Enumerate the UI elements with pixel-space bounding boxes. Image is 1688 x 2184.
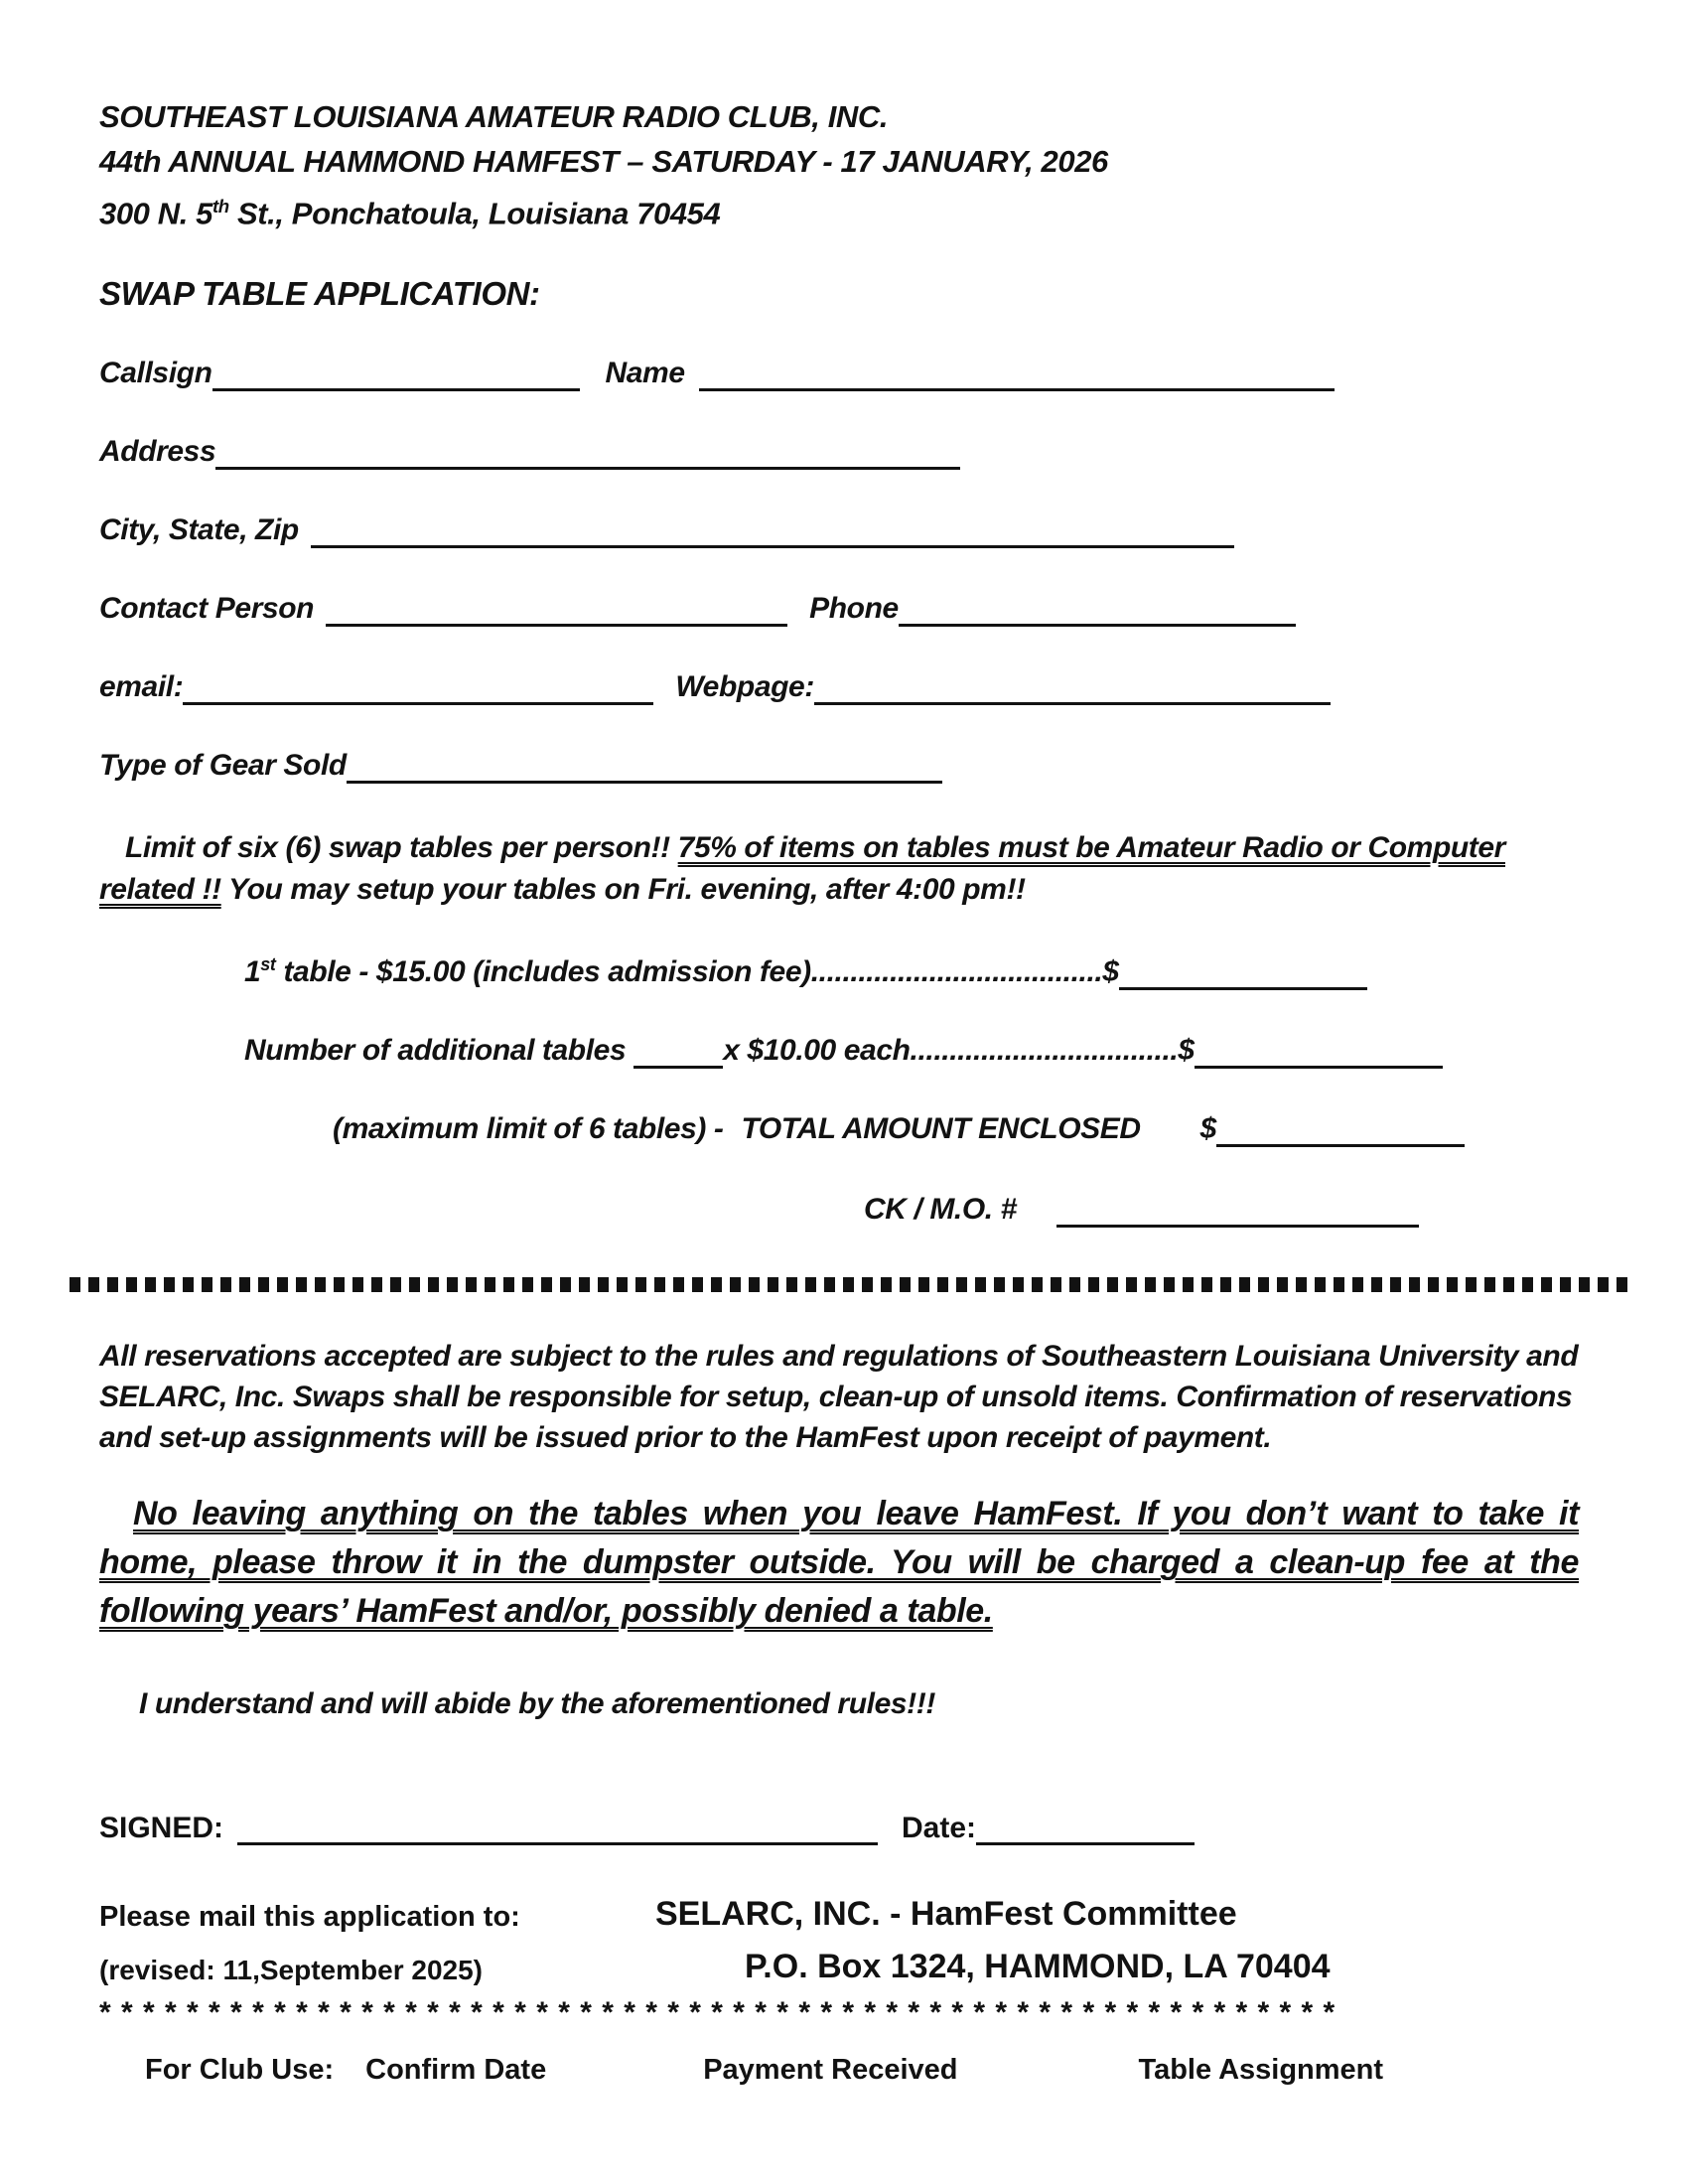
additional-tables-amount-blank (1195, 1030, 1443, 1069)
webpage-blank-line (814, 666, 1331, 705)
letterhead (99, 94, 1579, 235)
address-row (99, 431, 1579, 470)
payment-received-label: Payment Received (703, 2054, 958, 2087)
limit-lead-text: Limit of six (6) swap tables per person!! (125, 831, 678, 865)
city-state-zip-blank-line (311, 510, 1234, 548)
contact-person-label: Contact Person (99, 592, 315, 626)
city-state-zip-row (99, 510, 1579, 548)
venue-address-pre: 300 N. 5 (99, 196, 212, 231)
city-state-zip-label: City, State, Zip (99, 513, 299, 547)
limit-tail-text: You may setup your tables on Fri. evening, after 4:00 pm!! (220, 873, 1026, 907)
phone-blank-line (899, 588, 1296, 627)
asterisk-divider: * * * * * * * * * * * * * * * * * * * * * * * * * * * * * * * * * * * * * * * * * * * * * * * * * * * * * * * * * (99, 1996, 1336, 2030)
total-amount-blank (1216, 1108, 1465, 1147)
gear-blank-line (347, 745, 942, 784)
mailing-po-box: P.O. Box 1324, HAMMOND, LA 70404 (745, 1948, 1331, 1986)
date-blank-line (976, 1809, 1195, 1845)
warning-paragraph: No leaving anything on the tables when you leave HamFest. If you don’t want to take it home, please throw it in the dumpster outside. You will be charged a clean-up fee at the following years’ HamFest and/or, possibly denied a table. (99, 1495, 1579, 1631)
revision-note: (revised: 11,September 2025) (99, 1955, 483, 1986)
max-limit-note: (maximum limit of 6 tables) - (333, 1112, 724, 1146)
address-blank-line (215, 431, 960, 470)
club-use-row (99, 2054, 1579, 2087)
first-table-price-row (244, 946, 1579, 990)
confirm-date-label: Confirm Date (365, 2054, 547, 2087)
event-line: 44th ANNUAL HAMMOND HAMFEST – SATURDAY - 17 JANUARY, 2026 (99, 144, 1108, 179)
total-amount-dollar-sign: $ (1199, 1112, 1216, 1146)
venue-address-post: St., Ponchatoula, Louisiana 70454 (228, 196, 721, 231)
additional-tables-dollar-sign: $ (1178, 1034, 1195, 1068)
first-table-number: 1 (244, 955, 261, 989)
venue-address-line (99, 184, 1579, 235)
first-table-label (244, 946, 811, 990)
first-table-amount-blank (1119, 951, 1367, 990)
club-name: SOUTHEAST LOUISIANA AMATEUR RADIO CLUB, INC. (99, 99, 889, 134)
check-money-order-row (864, 1189, 1579, 1228)
acknowledgement-line: I understand and will abide by the aforementioned rules!!! (139, 1687, 935, 1721)
callsign-label: Callsign (99, 357, 212, 390)
phone-label: Phone (809, 592, 899, 626)
dashed-divider (70, 1277, 1630, 1292)
contact-person-blank-line (326, 588, 787, 627)
name-label: Name (605, 357, 685, 390)
name-blank-line (699, 353, 1335, 391)
first-table-ordinal: st (260, 954, 276, 975)
table-assignment-label: Table Assignment (1138, 2054, 1384, 2087)
gear-label: Type of Gear Sold (99, 749, 347, 783)
check-money-order-label: CK / M.O. # (864, 1193, 1017, 1227)
email-label: email: (99, 670, 184, 704)
email-blank-line (183, 666, 653, 705)
rules-paragraph: All reservations accepted are subject to the rules and regulations of Southeastern Louisiana University and SELARC, Inc. Swaps shall be responsible for setup, clean-up of unsold items. Confirmation of reservations and set-up assignments will be issued prior to the HamFest upon receipt of payment. (99, 1340, 1579, 1455)
signed-label: SIGNED: (99, 1812, 224, 1845)
callsign-blank-line (212, 353, 580, 391)
gear-row (99, 745, 1579, 784)
first-table-dollar-sign: $ (1102, 955, 1119, 989)
venue-address-ordinal: th (212, 196, 229, 217)
additional-tables-unit-price: x $10.00 each (723, 1034, 911, 1068)
table-limit-paragraph (99, 827, 1579, 911)
total-amount-label: TOTAL AMOUNT ENCLOSED (741, 1112, 1141, 1146)
additional-tables-count-blank (633, 1030, 723, 1069)
additional-tables-label: Number of additional tables (244, 1034, 627, 1068)
mailing-block (99, 1895, 1579, 1986)
limit-underlined-text: 75% of items on tables must be Amateur Radio or Computer related !! (99, 831, 1505, 907)
additional-tables-price-row (244, 1030, 1579, 1069)
address-label: Address (99, 435, 216, 469)
check-money-order-blank (1056, 1189, 1419, 1228)
form-title: SWAP TABLE APPLICATION: (99, 275, 540, 313)
contact-phone-row (99, 588, 1579, 627)
date-label: Date: (902, 1812, 977, 1845)
email-webpage-row (99, 666, 1579, 705)
total-amount-row (333, 1108, 1579, 1147)
signature-row (99, 1809, 1579, 1845)
signature-blank-line (237, 1809, 878, 1845)
callsign-name-row (99, 353, 1579, 391)
mailing-instruction: Please mail this application to: (99, 1901, 520, 1934)
first-table-dot-leader: ..................................... (810, 955, 1103, 989)
mailing-committee: SELARC, INC. - HamFest Committee (655, 1895, 1237, 1934)
additional-tables-dot-leader: .................................. (910, 1034, 1179, 1068)
club-use-label: For Club Use: (145, 2054, 335, 2087)
webpage-label: Webpage: (675, 670, 814, 704)
first-table-text: table - $15.00 (includes admission fee) (275, 955, 811, 989)
